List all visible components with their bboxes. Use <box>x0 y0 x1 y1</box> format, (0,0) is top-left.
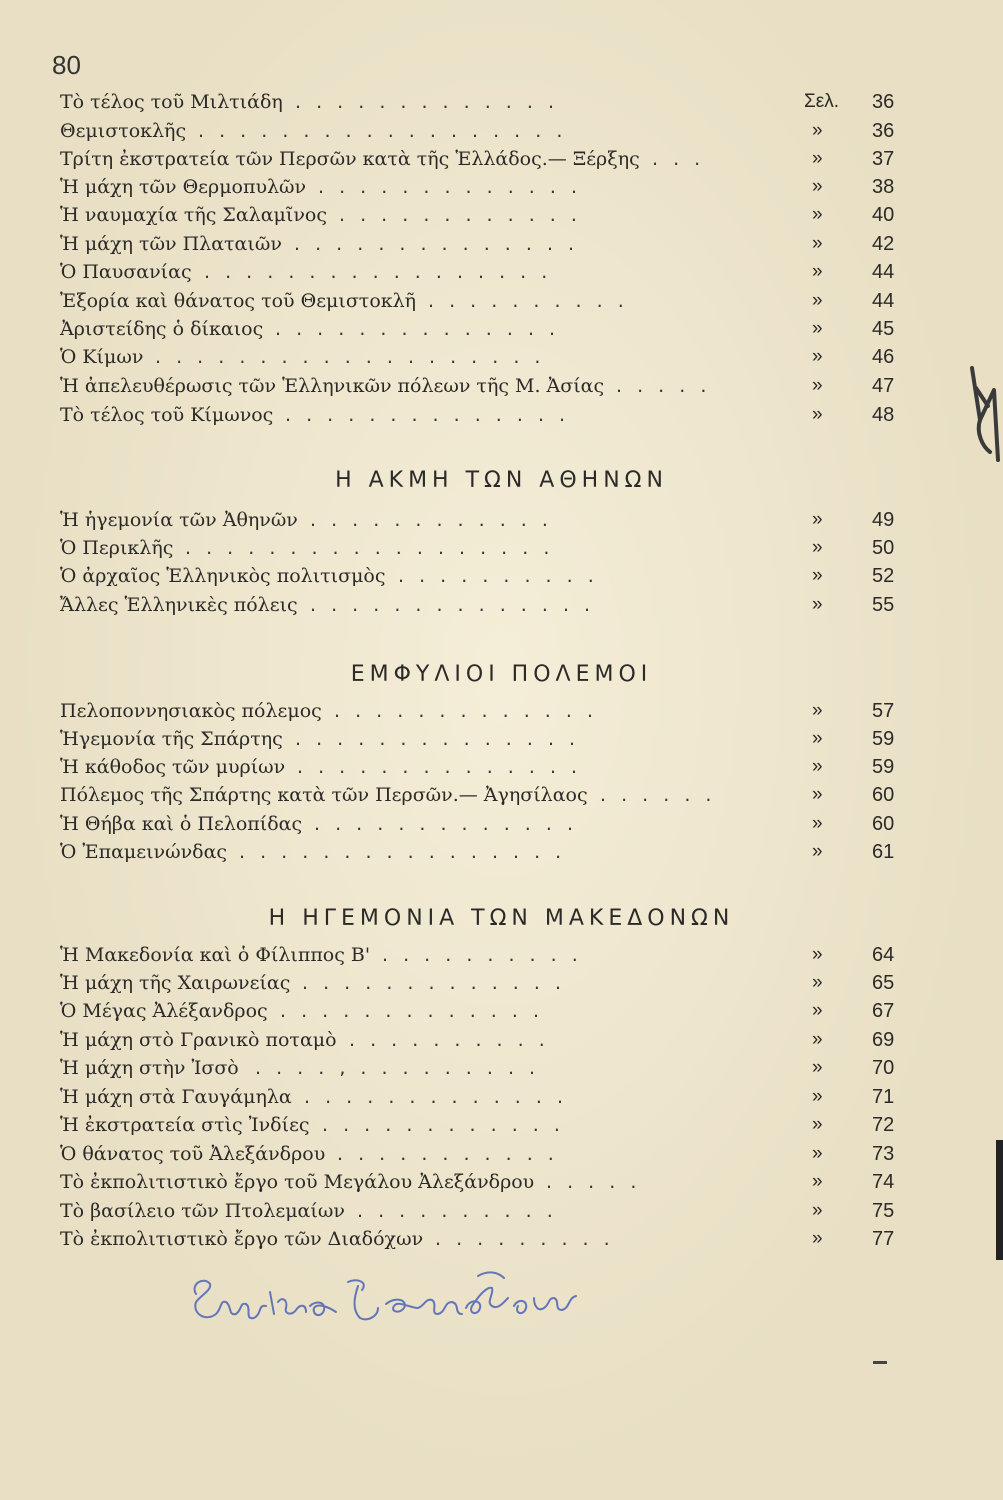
toc-entry-title: Ὁ Ἐπαμεινώνδας <box>60 841 228 863</box>
toc-entry-leader-dots: . . . . . . . . . . . . . . <box>275 318 556 340</box>
toc-entry-leader-dots: . . . . . . . . . . . . . . <box>295 728 576 750</box>
toc-entry-leader-dots: . . . . . . . . . . . . . <box>302 972 561 994</box>
toc-entry-leader-dots: . . . . . . . . . . <box>349 1029 545 1051</box>
toc-entry-page-number: 47 <box>872 375 895 397</box>
toc-entry-leader-dots: . . . . . . . . . . . . . <box>295 91 554 113</box>
toc-entry <box>60 941 910 969</box>
toc-entry <box>60 753 910 781</box>
toc-entry-title: Ἀριστείδης ὁ δίκαιος <box>60 318 264 340</box>
toc-entry <box>60 591 910 619</box>
toc-entry-page-number: 49 <box>872 509 895 531</box>
toc-entry-page-label: » <box>812 1143 823 1164</box>
toc-entry-page-label: » <box>812 233 823 254</box>
toc-entry-leader-dots: . . . . . . . . . . . . . <box>318 176 577 198</box>
toc-entry-page-label: » <box>812 1057 823 1078</box>
toc-entry-page-number: 36 <box>872 120 895 142</box>
toc-entry-page-label: » <box>812 813 823 834</box>
toc-entry <box>60 88 910 116</box>
toc-entry-title: Ὁ Μέγας Ἀλέξανδρος <box>60 1000 268 1022</box>
toc-entry-title: Ἡ κάθοδος τῶν μυρίων <box>60 756 286 778</box>
toc-entry-page-number: 48 <box>872 404 895 426</box>
toc-entry-title: Ἡ μάχη τῆς Χαιρωνείας <box>60 972 291 994</box>
toc-entry-title: Ὁ Περικλῆς <box>60 537 174 559</box>
toc-entry-page-number: 60 <box>872 813 895 835</box>
toc-entry-title: Τὸ ἐκπολιτιστικὸ ἔργο τοῦ Μεγάλου Ἀλεξάνδρου <box>60 1171 535 1193</box>
toc-entry-title: Ὁ ἀρχαῖος Ἑλληνικὸς πολιτισμὸς <box>60 565 386 587</box>
toc-entry-page-number: 71 <box>872 1086 895 1108</box>
toc-entry <box>60 1083 910 1111</box>
toc-entry-leader-dots: . . . . . . . . . . . . . . <box>297 756 578 778</box>
toc-entry-page-number: 60 <box>872 784 895 806</box>
toc-entry-title: Ἡ ἡγεμονία τῶν Ἀθηνῶν <box>60 509 298 531</box>
toc-entry-title: Ἡ Μακεδονία καὶ ὁ Φίλιππος Β' <box>60 944 371 966</box>
toc-entry-page-label: » <box>812 346 823 367</box>
toc-entry-leader-dots: . . . . . . . . . . . . <box>310 509 548 531</box>
toc-entry-page-number: 77 <box>872 1228 895 1250</box>
toc-entry <box>60 1054 910 1082</box>
toc-entry-leader-dots: . . . . . . . . . . . . . . . . . . <box>198 120 563 142</box>
toc-entry-title: Ἐξορία καὶ θάνατος τοῦ Θεμιστοκλῆ <box>60 290 417 312</box>
toc-entry <box>60 838 910 866</box>
toc-entry-page-label: » <box>812 290 823 311</box>
toc-entry-leader-dots: . . . . . . . . . . . . <box>322 1114 560 1136</box>
toc-entry <box>60 117 910 145</box>
toc-entry-page-number: 70 <box>872 1057 895 1079</box>
toc-entry-page-label: » <box>812 1000 823 1021</box>
toc-entry-leader-dots: . . . . . . . . . . . . . <box>280 1000 539 1022</box>
toc-entry-page-label: » <box>812 841 823 862</box>
toc-entry-page-number: 38 <box>872 176 895 198</box>
toc-entry-leader-dots: . . . . . . . . . . . . . . . . <box>239 841 562 863</box>
toc-entry-page-number: 64 <box>872 944 895 966</box>
toc-entry-page-number: 46 <box>872 346 895 368</box>
toc-entry-page-number: 50 <box>872 537 895 559</box>
toc-entry-page-number: 69 <box>872 1029 895 1051</box>
toc-entry-leader-dots: . . . . . . . . . . <box>398 565 594 587</box>
toc-entry-title: Ἄλλες Ἑλληνικὲς πόλεις <box>60 594 298 616</box>
toc-entry-title: Θεμιστοκλῆς <box>60 120 187 142</box>
toc-entry <box>60 372 910 400</box>
toc-entry-page-label: » <box>812 148 823 169</box>
toc-entry <box>60 287 910 315</box>
toc-entry <box>60 201 910 229</box>
toc-entry <box>60 781 910 809</box>
toc-entry-page-label: » <box>812 375 823 396</box>
toc-entry-title: Ἡγεμονία τῆς Σπάρτης <box>60 728 283 750</box>
toc-entry-title: Ἡ μάχη τῶν Πλαταιῶν <box>60 233 282 255</box>
toc-entry-title: Ἡ μάχη στὴν Ἰσσὸ <box>60 1057 239 1079</box>
page-number: 80 <box>52 50 81 80</box>
toc-entry-page-number: 55 <box>872 594 895 616</box>
toc-entry-page-label: » <box>812 594 823 615</box>
toc-entry-page-number: 37 <box>872 148 895 170</box>
toc-entry-leader-dots: . . . . , . . . . . . . . . <box>255 1057 536 1079</box>
toc-entry-page-number: 42 <box>872 233 895 255</box>
toc-entry <box>60 697 910 725</box>
toc-entry-title: Πόλεμος τῆς Σπάρτης κατὰ τῶν Περσῶν.— Ἀγησίλαος <box>60 784 588 806</box>
toc-entry-page-label: » <box>812 404 823 425</box>
section-heading: Η ΑΚΜΗ ΤΩΝ ΑΘΗΝΩΝ <box>335 468 668 493</box>
toc-entry-leader-dots: . . . . . <box>616 375 707 397</box>
toc-entry <box>60 1168 910 1196</box>
toc-entry-leader-dots: . . . . . . . . . . . . . <box>314 813 573 835</box>
toc-entry <box>60 534 910 562</box>
toc-entry <box>60 506 910 534</box>
toc-entry-leader-dots: . . . <box>652 148 701 170</box>
toc-entry-page-label: » <box>812 1171 823 1192</box>
toc-entry-page-label: » <box>812 972 823 993</box>
toc-entry-page-label: » <box>812 700 823 721</box>
toc-entry-page-number: 57 <box>872 700 895 722</box>
toc-entry-page-number: 74 <box>872 1171 895 1193</box>
toc-entry-page-number: 72 <box>872 1114 895 1136</box>
toc-entry-leader-dots: . . . . . . . . . . <box>382 944 578 966</box>
toc-entry-page-number: 61 <box>872 841 895 863</box>
section-heading: ΕΜΦΥΛΙΟΙ ΠΟΛΕΜΟΙ <box>350 662 653 687</box>
toc-entry-page-label: » <box>812 1086 823 1107</box>
toc-entry <box>60 1111 910 1139</box>
toc-entry-leader-dots: . . . . . . . . . . . . . . <box>310 594 591 616</box>
toc-entry-page-label: » <box>812 204 823 225</box>
toc-entry-page-number: 36 <box>872 91 895 113</box>
toc-entry-leader-dots: . . . . . . . . . <box>435 1228 610 1250</box>
toc-entry-leader-dots: . . . . . <box>546 1171 637 1193</box>
toc-entry-leader-dots: . . . . . . . . . . . . . . . . . . . <box>155 346 541 368</box>
toc-entry-title: Ἡ μάχη στὰ Γαυγάμηλα <box>60 1086 292 1108</box>
toc-entry-page-label: » <box>812 176 823 197</box>
toc-entry-leader-dots: . . . . . . . . . . . . <box>339 204 577 226</box>
toc-entry-page-number: 59 <box>872 728 895 750</box>
toc-entry-page-number: 44 <box>872 290 895 312</box>
toc-entry-page-number: 52 <box>872 565 895 587</box>
toc-entry-leader-dots: . . . . . . . . . . . . . . . . . . <box>185 537 550 559</box>
toc-entry-page-label: Σελ. <box>804 91 839 112</box>
toc-entry-title: Τὸ βασίλειο τῶν Πτολεμαίων <box>60 1200 345 1222</box>
toc-entry-page-number: 75 <box>872 1200 895 1222</box>
toc-entry <box>60 1197 910 1225</box>
toc-entry-page-number: 40 <box>872 204 895 226</box>
toc-entry-title: Τρίτη ἐκστρατεία τῶν Περσῶν κατὰ τῆς Ἑλλάδος.— Ξέρξης <box>60 148 640 170</box>
toc-entry-page-label: » <box>812 261 823 282</box>
toc-entry-leader-dots: . . . . . . . . . . . . . . . . . <box>204 261 548 283</box>
toc-entry-page-label: » <box>812 1200 823 1221</box>
toc-entry-leader-dots: . . . . . . . . . . . . . <box>304 1086 563 1108</box>
toc-entry <box>60 343 910 371</box>
toc-entry-page-label: » <box>812 1114 823 1135</box>
toc-entry-page-label: » <box>812 1228 823 1249</box>
toc-entry-page-number: 45 <box>872 318 895 340</box>
toc-entry-title: Τὸ τέλος τοῦ Κίμωνος <box>60 404 274 426</box>
toc-entry-page-label: » <box>812 728 823 749</box>
toc-entry <box>60 401 910 429</box>
edge-mark-dash <box>873 1361 887 1364</box>
toc-entry-page-number: 59 <box>872 756 895 778</box>
toc-entry <box>60 969 910 997</box>
toc-entry <box>60 230 910 258</box>
pencil-mark <box>958 360 1003 470</box>
toc-entry-leader-dots: . . . . . . . . . . . <box>337 1143 554 1165</box>
toc-entry-page-label: » <box>812 565 823 586</box>
toc-entry-page-label: » <box>812 944 823 965</box>
toc-entry <box>60 1026 910 1054</box>
toc-entry <box>60 145 910 173</box>
toc-entry <box>60 997 910 1025</box>
section-heading: Η ΗΓΕΜΟΝΙΑ ΤΩΝ ΜΑΚΕΔΟΝΩΝ <box>268 906 735 931</box>
toc-entry-title: Ἡ μάχη στὸ Γρανικὸ ποταμὸ <box>60 1029 337 1051</box>
handwritten-signature <box>182 1262 602 1337</box>
toc-entry-page-label: » <box>812 318 823 339</box>
toc-entry-page-label: » <box>812 537 823 558</box>
toc-entry-page-label: » <box>812 1029 823 1050</box>
toc-entry <box>60 1140 910 1168</box>
toc-entry-leader-dots: . . . . . . . . . . <box>428 290 624 312</box>
toc-entry-page-label: » <box>812 509 823 530</box>
toc-entry-page-number: 73 <box>872 1143 895 1165</box>
toc-entry <box>60 315 910 343</box>
toc-entry-title: Ἡ ναυμαχία τῆς Σαλαμῖνος <box>60 204 327 226</box>
toc-entry <box>60 562 910 590</box>
toc-entry <box>60 173 910 201</box>
toc-entry-leader-dots: . . . . . . . . . . . . . . <box>285 404 566 426</box>
toc-entry <box>60 258 910 286</box>
toc-entry-title: Ἡ ἐκστρατεία στὶς Ἰνδίες <box>60 1114 310 1136</box>
toc-entry-leader-dots: . . . . . . <box>600 784 712 806</box>
toc-entry <box>60 1225 910 1253</box>
toc-entry-title: Τὸ τέλος τοῦ Μιλτιάδη <box>60 91 283 113</box>
toc-entry-title: Ὁ Κίμων <box>60 346 144 368</box>
toc-entry-title: Ὁ Παυσανίας <box>60 261 192 283</box>
toc-entry <box>60 725 910 753</box>
toc-entry-title: Ἡ Θήβα καὶ ὁ Πελοπίδας <box>60 813 303 835</box>
toc-entry-page-number: 67 <box>872 1000 895 1022</box>
toc-entry-title: Ἡ μάχη τῶν Θερμοπυλῶν <box>60 176 307 198</box>
toc-entry-leader-dots: . . . . . . . . . . . . . . <box>294 233 575 255</box>
toc-entry-title: Πελοποννησιακὸς πόλεμος <box>60 700 322 722</box>
toc-entry <box>60 810 910 838</box>
toc-entry-page-label: » <box>812 756 823 777</box>
toc-entry-leader-dots: . . . . . . . . . . . . . <box>334 700 593 722</box>
toc-entry-leader-dots: . . . . . . . . . . <box>357 1200 553 1222</box>
toc-entry-page-number: 65 <box>872 972 895 994</box>
toc-entry-page-label: » <box>812 784 823 805</box>
toc-entry-title: Τὸ ἐκπολιτιστικὸ ἔργο τῶν Διαδόχων <box>60 1228 424 1250</box>
toc-entry-page-label: » <box>812 120 823 141</box>
toc-entry-title: Ἡ ἀπελευθέρωσις τῶν Ἑλληνικῶν πόλεων τῆς Μ. Ἀσίας <box>60 375 605 397</box>
toc-entry-title: Ὁ θάνατος τοῦ Ἀλεξάνδρου <box>60 1143 326 1165</box>
edge-mark-bar <box>996 1140 1003 1260</box>
toc-entry-page-number: 44 <box>872 261 895 283</box>
